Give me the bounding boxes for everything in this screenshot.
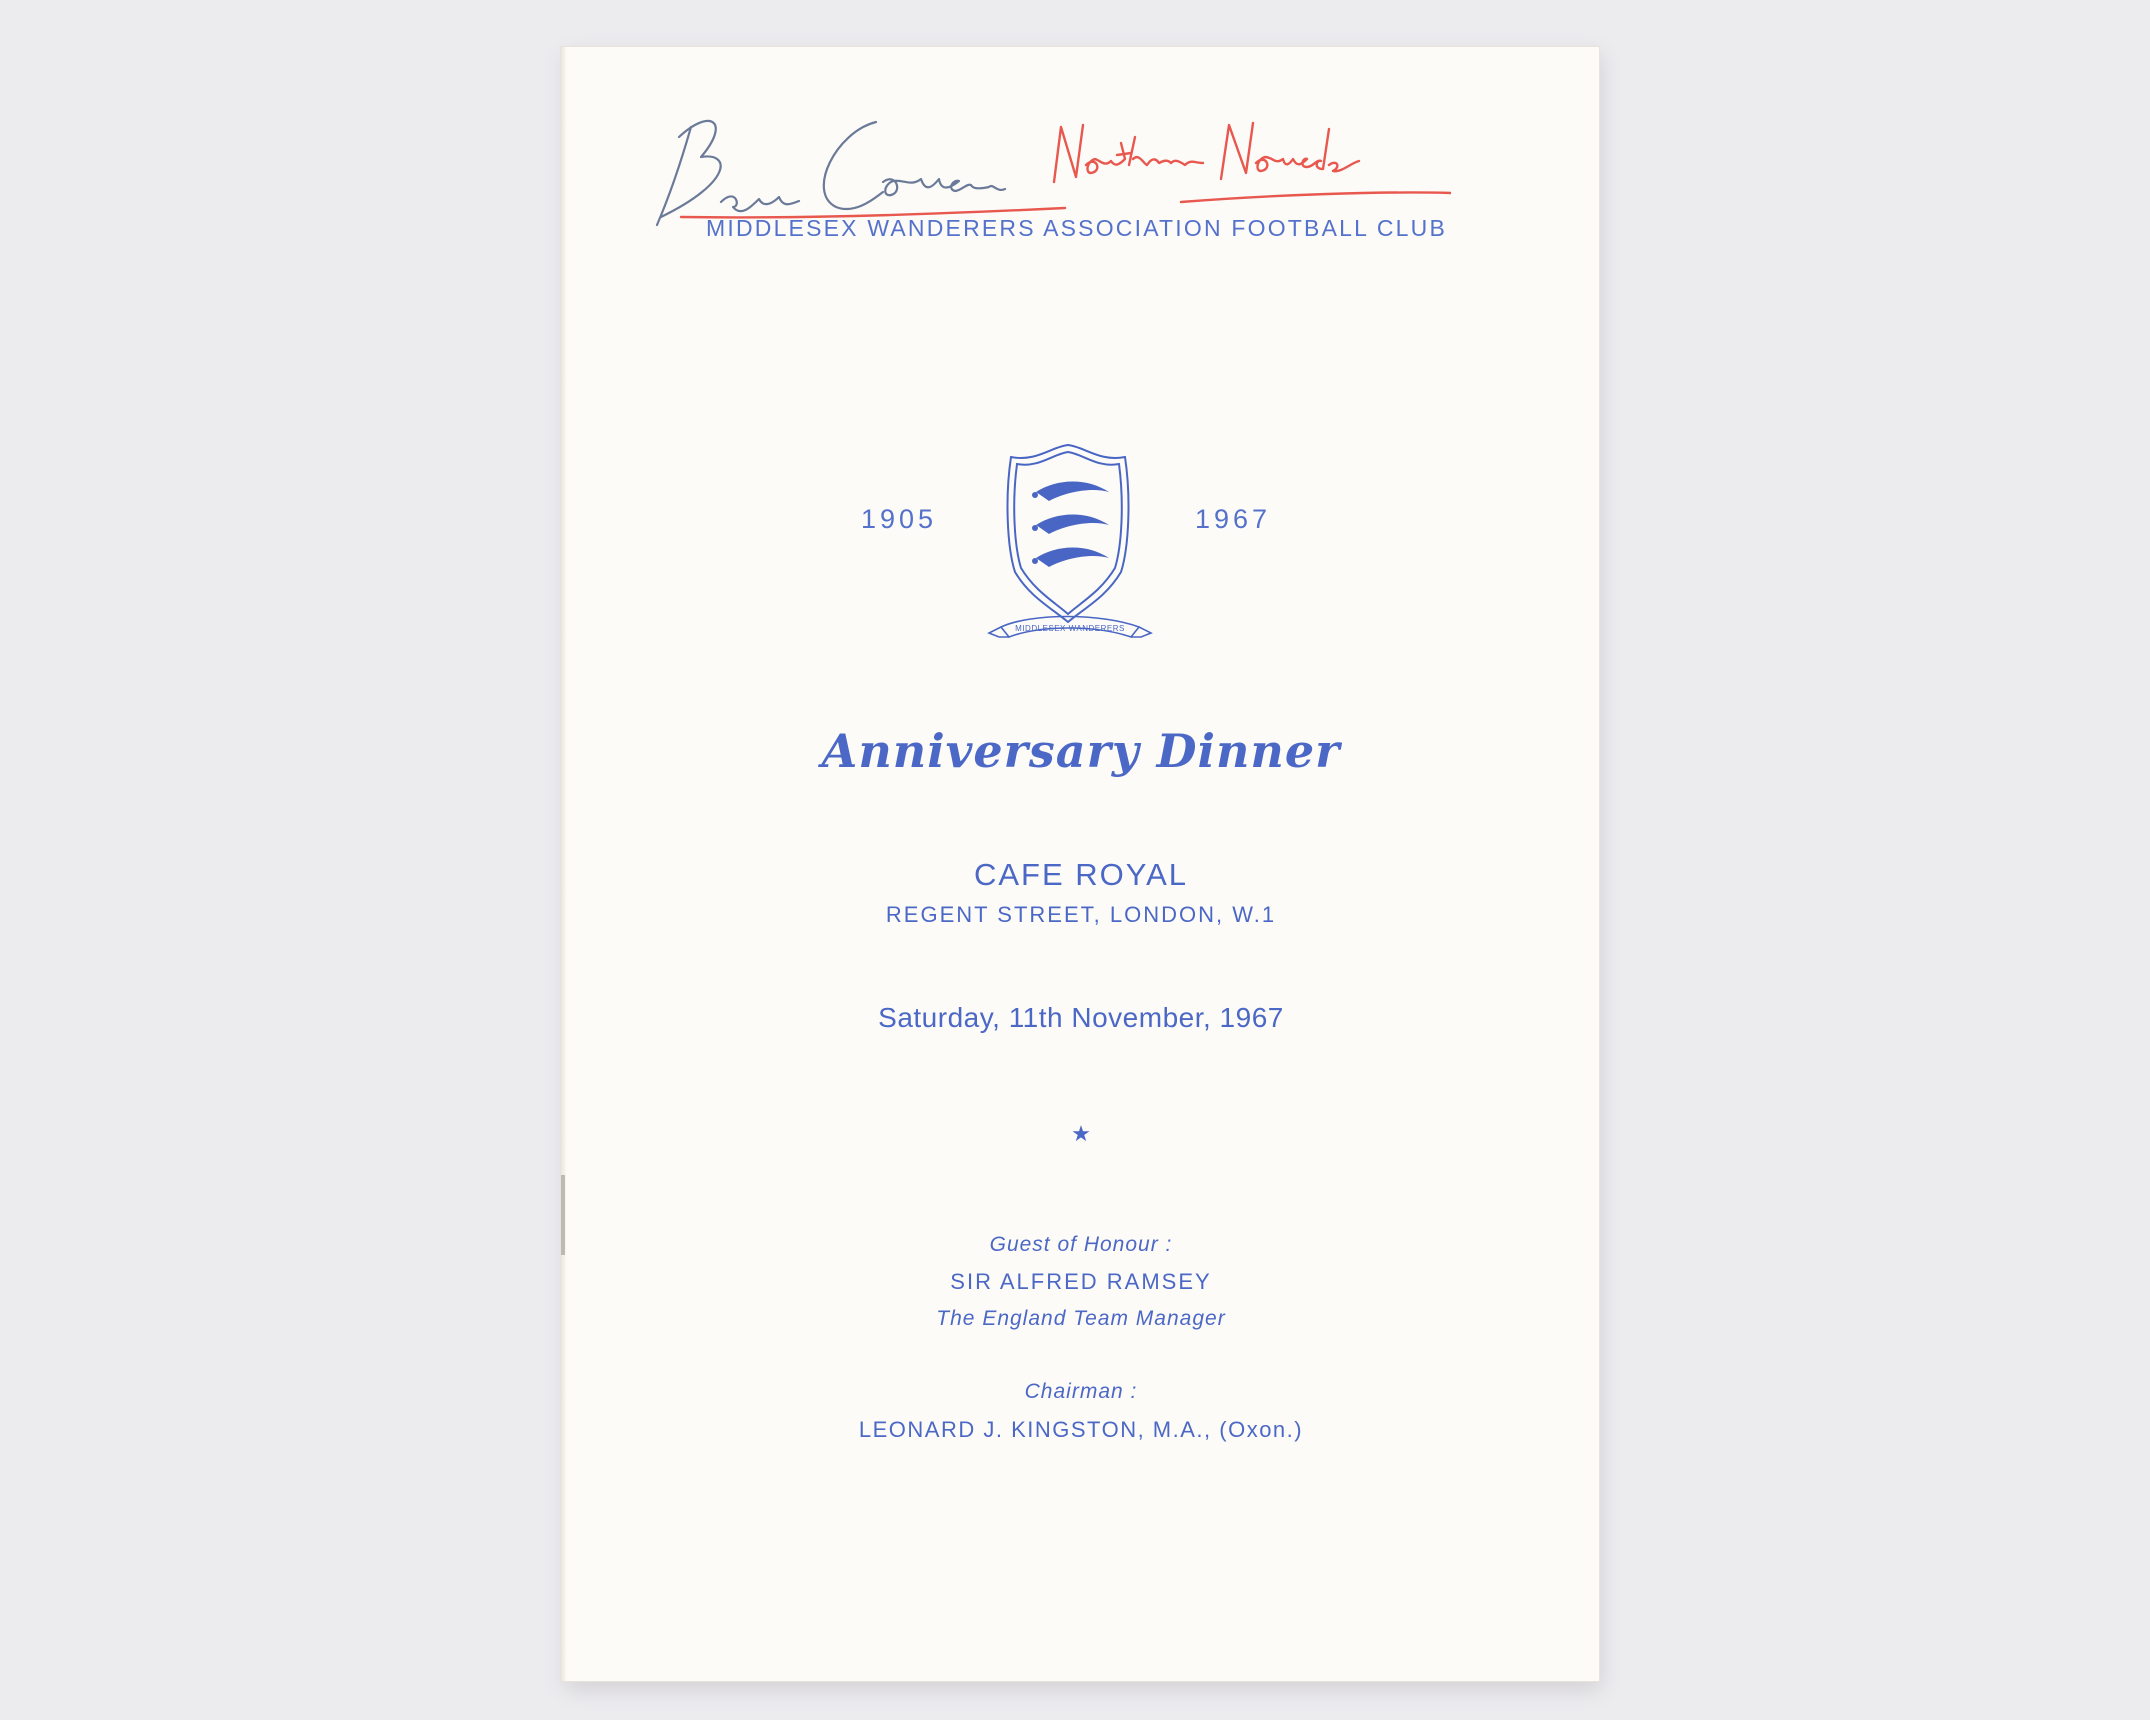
year-current: 1967 xyxy=(1195,504,1272,534)
chairman-name: LEONARD J. KINGSTON, M.A., (Oxon.) xyxy=(858,1417,1304,1442)
year-founded: 1905 xyxy=(861,504,938,534)
crest-banner-text: MIDDLESEX WANDERERS xyxy=(1015,624,1125,633)
star-divider-icon: ★ xyxy=(1071,1121,1091,1146)
chairman-label: Chairman : xyxy=(1024,1380,1138,1403)
event-title: Anniversary Dinner xyxy=(821,724,1341,778)
venue-address: REGENT STREET, LONDON, W.1 xyxy=(885,902,1277,927)
dinner-menu-booklet xyxy=(560,46,1600,1682)
guest-of-honour-role: The England Team Manager xyxy=(936,1307,1226,1330)
guest-of-honour-name: SIR ALFRED RAMSEY xyxy=(950,1269,1212,1294)
guest-of-honour-label: Guest of Honour : xyxy=(989,1233,1173,1256)
club-name-heading: MIDDLESEX WANDERERS ASSOCIATION FOOTBALL CLUB xyxy=(706,215,1448,241)
event-date: Saturday, 11th November, 1967 xyxy=(878,1002,1284,1033)
club-crest-shield-icon xyxy=(981,437,1156,652)
venue-name: CAFE ROYAL xyxy=(973,857,1189,892)
